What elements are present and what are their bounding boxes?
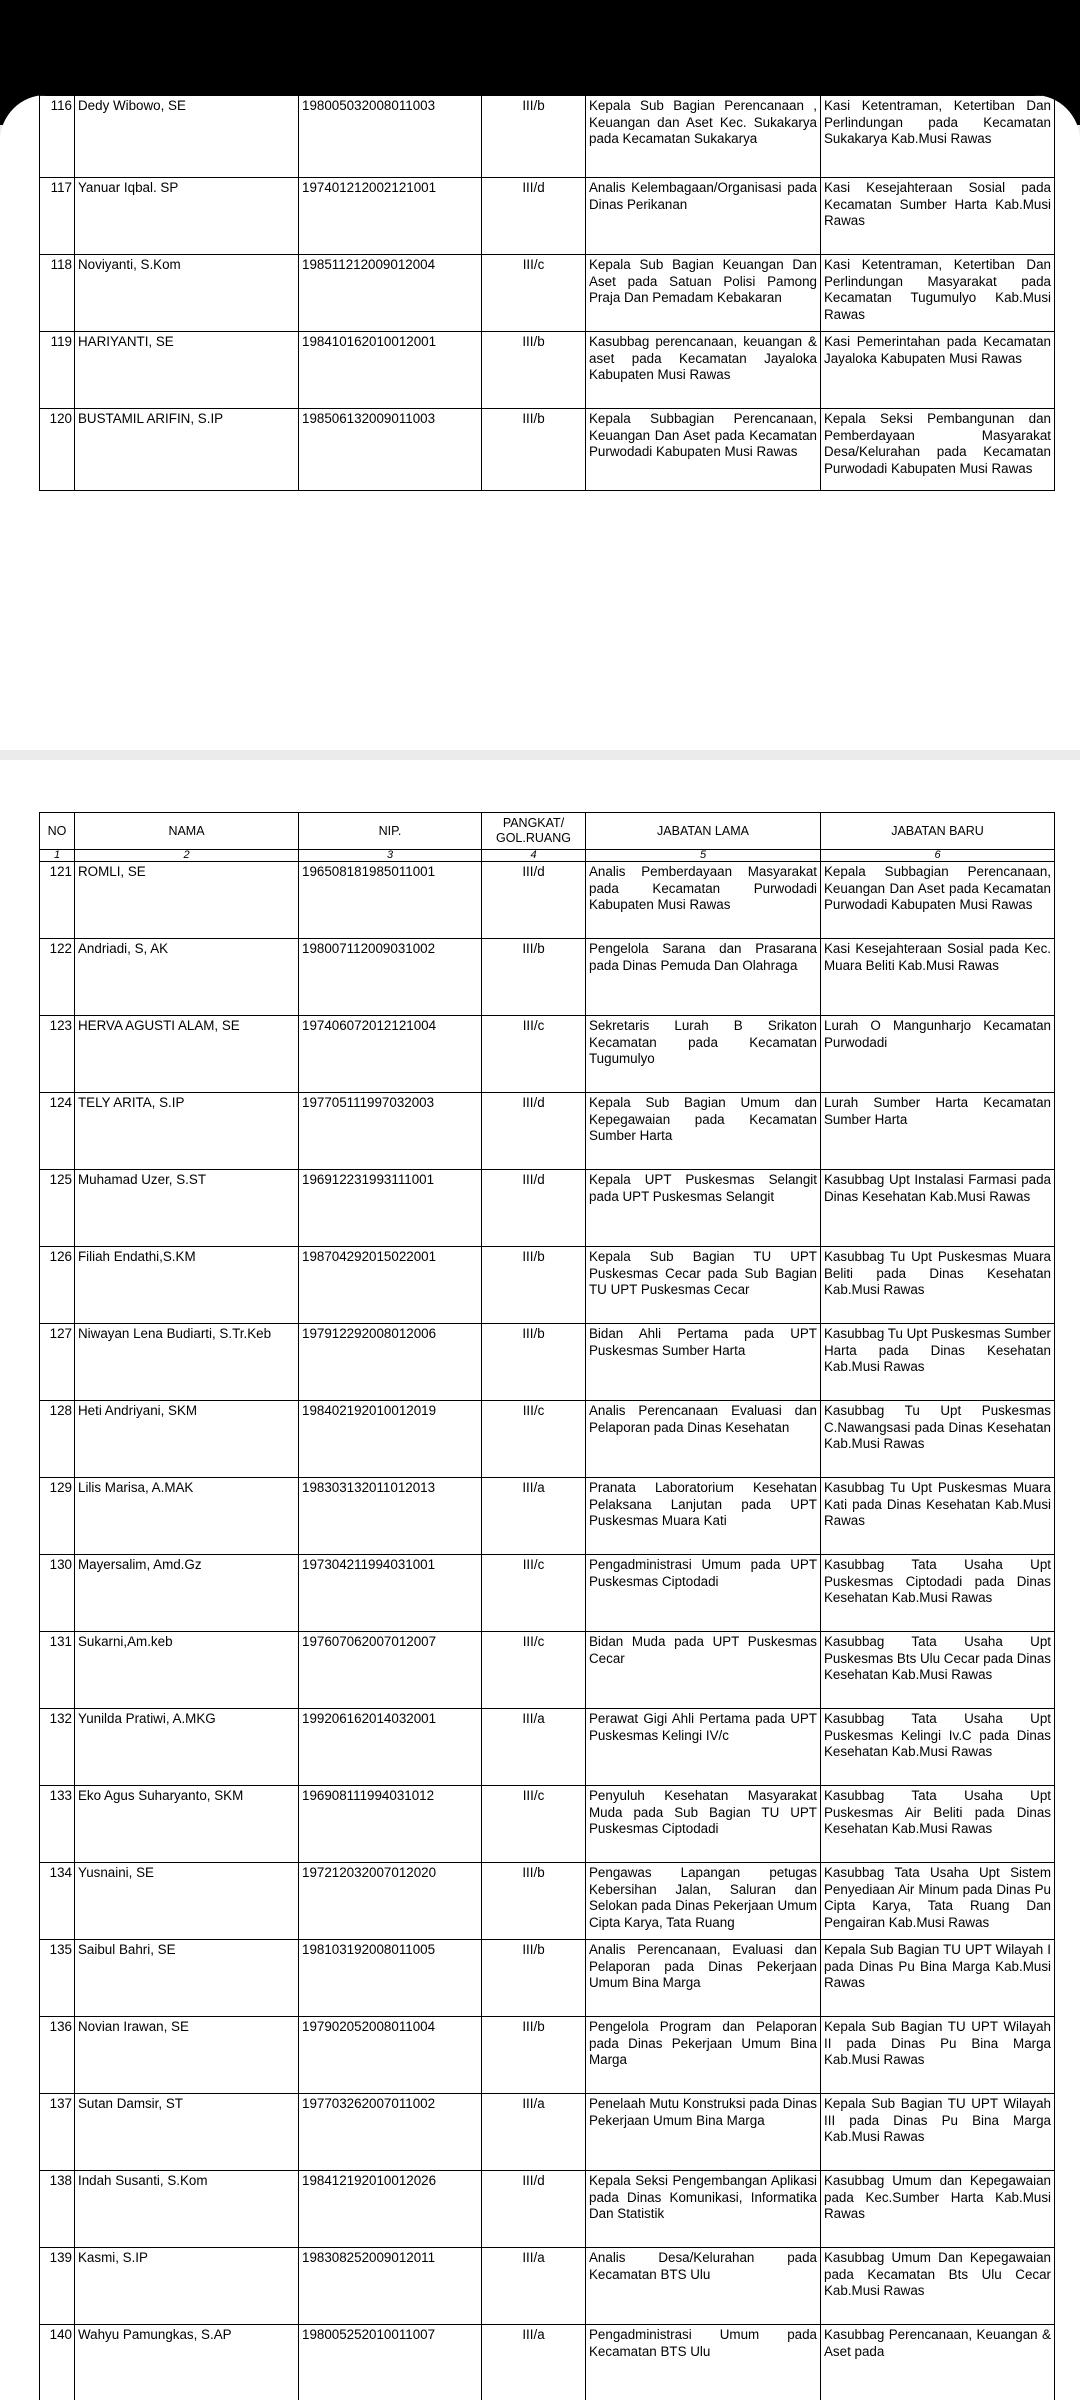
row-jabatan-lama: Pengelola Program dan Pelaporan pada Dinas Pekerjaan Umum Bina Marga <box>586 2017 821 2094</box>
row-nama: Dedy Wibowo, SE <box>75 96 299 178</box>
row-jabatan-lama: Bidan Muda pada UPT Puskesmas Cecar <box>586 1632 821 1709</box>
row-no: 124 <box>40 1093 75 1170</box>
row-pangkat: III/a <box>482 1709 586 1786</box>
row-pangkat: III/a <box>482 2094 586 2171</box>
row-jabatan-baru: Kasubbag Tata Usaha Upt Sistem Penyediaan Air Minum pada Dinas Pu Cipta Karya, Tata Ruang Dan Pengairan Kab.Musi Rawas <box>821 1863 1055 1940</box>
row-nama: HARIYANTI, SE <box>75 332 299 409</box>
row-nip: 198506132009011003 <box>299 409 482 491</box>
table-row <box>40 1555 1055 1632</box>
row-jabatan-baru: Kepala Subbagian Perencanaan, Keuangan Dan Aset pada Kecamatan Purwodadi Kabupaten Musi Rawas <box>821 862 1055 939</box>
row-jabatan-lama: Pengadministrasi Umum pada Kecamatan BTS Ulu <box>586 2325 821 2400</box>
table-header-row <box>40 813 1055 850</box>
row-nip: 198412192010012026 <box>299 2171 482 2248</box>
row-nip: 197912292008012006 <box>299 1324 482 1401</box>
header-jabatan-baru: JABATAN BARU <box>821 813 1055 850</box>
header-jabatan-lama: JABATAN LAMA <box>586 813 821 850</box>
header-nama: NAMA <box>75 813 299 850</box>
row-jabatan-lama: Kepala Sub Bagian Keuangan Dan Aset pada Satuan Polisi Pamong Praja Dan Pemadam Kebakaran <box>586 255 821 332</box>
row-jabatan-baru: Kasi Ketentraman, Ketertiban Dan Perlindungan pada Kecamatan Sukakarya Kab.Musi Rawas <box>821 96 1055 178</box>
row-no: 137 <box>40 2094 75 2171</box>
row-nip: 198410162010012001 <box>299 332 482 409</box>
row-no: 139 <box>40 2248 75 2325</box>
row-nip: 198005032008011003 <box>299 96 482 178</box>
table-row <box>40 178 1055 255</box>
row-nama: Saibul Bahri, SE <box>75 1940 299 2017</box>
row-jabatan-baru: Kepala Sub Bagian TU UPT Wilayah II pada Dinas Pu Bina Marga Kab.Musi Rawas <box>821 2017 1055 2094</box>
table-row <box>40 2094 1055 2171</box>
row-no: 134 <box>40 1863 75 1940</box>
row-nama: Sutan Damsir, ST <box>75 2094 299 2171</box>
table-row <box>40 332 1055 409</box>
table-row <box>40 409 1055 491</box>
row-nama: TELY ARITA, S.IP <box>75 1093 299 1170</box>
row-jabatan-baru: Kasubbag Tata Usaha Upt Puskesmas Ciptodadi pada Dinas Kesehatan Kab.Musi Rawas <box>821 1555 1055 1632</box>
row-no: 128 <box>40 1401 75 1478</box>
row-jabatan-lama: Pengelola Sarana dan Prasarana pada Dinas Pemuda Dan Olahraga <box>586 939 821 1016</box>
row-pangkat: III/b <box>482 332 586 409</box>
table-row <box>40 2248 1055 2325</box>
row-jabatan-lama: Penelaah Mutu Konstruksi pada Dinas Pekerjaan Umum Bina Marga <box>586 2094 821 2171</box>
row-pangkat: III/c <box>482 1016 586 1093</box>
row-no: 122 <box>40 939 75 1016</box>
row-jabatan-baru: Kasi Pemerintahan pada Kecamatan Jayaloka Kabupaten Musi Rawas <box>821 332 1055 409</box>
row-jabatan-lama: Pengadministrasi Umum pada UPT Puskesmas Ciptodadi <box>586 1555 821 1632</box>
row-pangkat: III/d <box>482 862 586 939</box>
table-row <box>40 1170 1055 1247</box>
column-index: 2 <box>75 850 299 862</box>
row-pangkat: III/d <box>482 178 586 255</box>
row-jabatan-lama: Kepala Sub Bagian Umum dan Kepegawaian pada Kecamatan Sumber Harta <box>586 1093 821 1170</box>
row-jabatan-lama: Sekretaris Lurah B Srikaton Kecamatan pada Kecamatan Tugumulyo <box>586 1016 821 1093</box>
row-nama: Novian Irawan, SE <box>75 2017 299 2094</box>
row-no: 123 <box>40 1016 75 1093</box>
row-nama: Kasmi, S.IP <box>75 2248 299 2325</box>
row-nip: 197705111997032003 <box>299 1093 482 1170</box>
row-nip: 197401212002121001 <box>299 178 482 255</box>
row-jabatan-lama: Analis Perencanaan, Evaluasi dan Pelaporan pada Dinas Pekerjaan Umum Bina Marga <box>586 1940 821 2017</box>
row-jabatan-baru: Kasubbag Upt Instalasi Farmasi pada Dinas Kesehatan Kab.Musi Rawas <box>821 1170 1055 1247</box>
row-pangkat: III/b <box>482 939 586 1016</box>
row-nip: 199206162014032001 <box>299 1709 482 1786</box>
table-row <box>40 1093 1055 1170</box>
column-index: 6 <box>821 850 1055 862</box>
row-jabatan-lama: Analis Pemberdayaan Masyarakat pada Kecamatan Purwodadi Kabupaten Musi Rawas <box>586 862 821 939</box>
row-jabatan-baru: Lurah Sumber Harta Kecamatan Sumber Harta <box>821 1093 1055 1170</box>
row-nama: Indah Susanti, S.Kom <box>75 2171 299 2248</box>
row-no: 117 <box>40 178 75 255</box>
row-jabatan-lama: Pranata Laboratorium Kesehatan Pelaksana Lanjutan pada UPT Puskesmas Muara Kati <box>586 1478 821 1555</box>
row-jabatan-baru: Kasubbag Tu Upt Puskesmas Muara Kati pada Dinas Kesehatan Kab.Musi Rawas <box>821 1478 1055 1555</box>
row-no: 140 <box>40 2325 75 2400</box>
row-nama: Muhamad Uzer, S.ST <box>75 1170 299 1247</box>
row-no: 133 <box>40 1786 75 1863</box>
row-nama: Wahyu Pamungkas, S.AP <box>75 2325 299 2400</box>
row-pangkat: III/b <box>482 1247 586 1324</box>
row-nip: 198103192008011005 <box>299 1940 482 2017</box>
row-jabatan-baru: Lurah O Mangunharjo Kecamatan Purwodadi <box>821 1016 1055 1093</box>
table-row <box>40 1709 1055 1786</box>
row-no: 119 <box>40 332 75 409</box>
row-no: 129 <box>40 1478 75 1555</box>
table-row <box>40 1478 1055 1555</box>
row-nama: Yusnaini, SE <box>75 1863 299 1940</box>
row-nip: 196508181985011001 <box>299 862 482 939</box>
row-pangkat: III/d <box>482 1170 586 1247</box>
column-index-row <box>40 850 1055 862</box>
row-no: 131 <box>40 1632 75 1709</box>
table-row <box>40 1324 1055 1401</box>
row-no: 130 <box>40 1555 75 1632</box>
row-pangkat: III/a <box>482 2248 586 2325</box>
table-row <box>40 2171 1055 2248</box>
row-nip: 197304211994031001 <box>299 1555 482 1632</box>
table-row <box>40 1247 1055 1324</box>
row-nip: 197703262007011002 <box>299 2094 482 2171</box>
row-pangkat: III/b <box>482 1324 586 1401</box>
row-jabatan-lama: Kepala Seksi Pengembangan Aplikasi pada Dinas Komunikasi, Informatika Dan Statistik <box>586 2171 821 2248</box>
row-pangkat: III/d <box>482 1093 586 1170</box>
row-pangkat: III/b <box>482 409 586 491</box>
row-pangkat: III/b <box>482 1940 586 2017</box>
row-jabatan-lama: Analis Perencanaan Evaluasi dan Pelaporan pada Dinas Kesehatan <box>586 1401 821 1478</box>
row-no: 132 <box>40 1709 75 1786</box>
row-nama: Yanuar Iqbal. SP <box>75 178 299 255</box>
row-pangkat: III/b <box>482 1863 586 1940</box>
row-jabatan-baru: Kasi Kesejahteraan Sosial pada Kecamatan Sumber Harta Kab.Musi Rawas <box>821 178 1055 255</box>
row-pangkat: III/d <box>482 2171 586 2248</box>
row-pangkat: III/c <box>482 1555 586 1632</box>
row-jabatan-lama: Kasubbag perencanaan, keuangan & aset pada Kecamatan Jayaloka Kabupaten Musi Rawas <box>586 332 821 409</box>
table-row <box>40 1940 1055 2017</box>
row-jabatan-baru: Kepala Sub Bagian TU UPT Wilayah III pada Dinas Pu Bina Marga Kab.Musi Rawas <box>821 2094 1055 2171</box>
row-nama: Niwayan Lena Budiarti, S.Tr.Keb <box>75 1324 299 1401</box>
row-nip: 198704292015022001 <box>299 1247 482 1324</box>
row-nama: Sukarni,Am.keb <box>75 1632 299 1709</box>
row-jabatan-baru: Kasubbag Tata Usaha Upt Puskesmas Bts Ulu Cecar pada Dinas Kesehatan Kab.Musi Rawas <box>821 1632 1055 1709</box>
row-pangkat: III/c <box>482 255 586 332</box>
column-index: 4 <box>482 850 586 862</box>
table-row <box>40 1786 1055 1863</box>
table-row <box>40 862 1055 939</box>
table-row <box>40 255 1055 332</box>
row-nip: 198005252010011007 <box>299 2325 482 2400</box>
row-jabatan-lama: Analis Kelembagaan/Organisasi pada Dinas Perikanan <box>586 178 821 255</box>
row-no: 136 <box>40 2017 75 2094</box>
row-no: 118 <box>40 255 75 332</box>
row-nip: 197212032007012020 <box>299 1863 482 1940</box>
row-jabatan-lama: Bidan Ahli Pertama pada UPT Puskesmas Sumber Harta <box>586 1324 821 1401</box>
row-nama: Yunilda Pratiwi, A.MKG <box>75 1709 299 1786</box>
row-pangkat: III/c <box>482 1786 586 1863</box>
column-index: 5 <box>586 850 821 862</box>
row-nip: 198007112009031002 <box>299 939 482 1016</box>
table-row <box>40 1632 1055 1709</box>
row-jabatan-baru: Kasi Kesejahteraan Sosial pada Kec. Muara Beliti Kab.Musi Rawas <box>821 939 1055 1016</box>
row-jabatan-lama: Kepala UPT Puskesmas Selangit pada UPT Puskesmas Selangit <box>586 1170 821 1247</box>
header-no: NO <box>40 813 75 850</box>
table-row <box>40 1016 1055 1093</box>
row-jabatan-lama: Penyuluh Kesehatan Masyarakat Muda pada Sub Bagian TU UPT Puskesmas Ciptodadi <box>586 1786 821 1863</box>
row-jabatan-baru: Kasubbag Tu Upt Puskesmas C.Nawangsasi pada Dinas Kesehatan Kab.Musi Rawas <box>821 1401 1055 1478</box>
row-pangkat: III/c <box>482 1401 586 1478</box>
row-jabatan-baru: Kasubbag Umum dan Kepegawaian pada Kec.Sumber Harta Kab.Musi Rawas <box>821 2171 1055 2248</box>
row-nama: Andriadi, S, AK <box>75 939 299 1016</box>
row-nip: 197406072012121004 <box>299 1016 482 1093</box>
row-jabatan-lama: Kepala Subbagian Perencanaan, Keuangan Dan Aset pada Kecamatan Purwodadi Kabupaten Musi Rawas <box>586 409 821 491</box>
row-jabatan-baru: Kasubbag Tata Usaha Upt Puskesmas Kelingi Iv.C pada Dinas Kesehatan Kab.Musi Rawas <box>821 1709 1055 1786</box>
table-row <box>40 939 1055 1016</box>
row-no: 121 <box>40 862 75 939</box>
column-index: 1 <box>40 850 75 862</box>
row-jabatan-baru: Kasubbag Perencanaan, Keuangan & Aset pada <box>821 2325 1055 2400</box>
row-pangkat: III/a <box>482 1478 586 1555</box>
row-nip: 197902052008011004 <box>299 2017 482 2094</box>
table-row <box>40 1401 1055 1478</box>
row-jabatan-lama: Kepala Sub Bagian Perencanaan , Keuangan dan Aset Kec. Sukakarya pada Kecamatan Sukakarya <box>586 96 821 178</box>
row-nip: 198402192010012019 <box>299 1401 482 1478</box>
row-nama: Mayersalim, Amd.Gz <box>75 1555 299 1632</box>
document-page-1 <box>0 95 1080 750</box>
table-row <box>40 2325 1055 2400</box>
row-nip: 196912231993111001 <box>299 1170 482 1247</box>
header-nip: NIP. <box>299 813 482 850</box>
row-nama: HERVA AGUSTI ALAM, SE <box>75 1016 299 1093</box>
row-jabatan-baru: Kepala Sub Bagian TU UPT Wilayah I pada Dinas Pu Bina Marga Kab.Musi Rawas <box>821 1940 1055 2017</box>
row-pangkat: III/b <box>482 2017 586 2094</box>
row-no: 116 <box>40 96 75 178</box>
row-jabatan-baru: Kasubbag Tata Usaha Upt Puskesmas Air Beliti pada Dinas Kesehatan Kab.Musi Rawas <box>821 1786 1055 1863</box>
row-no: 120 <box>40 409 75 491</box>
row-nama: ROMLI, SE <box>75 862 299 939</box>
row-nama: Lilis Marisa, A.MAK <box>75 1478 299 1555</box>
mutasi-table-page-1 <box>39 95 1055 491</box>
table-row <box>40 2017 1055 2094</box>
column-index: 3 <box>299 850 482 862</box>
row-nama: Noviyanti, S.Kom <box>75 255 299 332</box>
row-jabatan-baru: Kasubbag Tu Upt Puskesmas Sumber Harta pada Dinas Kesehatan Kab.Musi Rawas <box>821 1324 1055 1401</box>
row-jabatan-lama: Pengawas Lapangan petugas Kebersihan Jalan, Saluran dan Selokan pada Dinas Pekerjaan Umum Cipta Karya, Tata Ruang <box>586 1863 821 1940</box>
row-nip: 197607062007012007 <box>299 1632 482 1709</box>
row-jabatan-baru: Kasubbag Umum Dan Kepegawaian pada Kecamatan Bts Ulu Cecar Kab.Musi Rawas <box>821 2248 1055 2325</box>
mutasi-table-page-2 <box>39 812 1055 2400</box>
table-row <box>40 96 1055 178</box>
header-pangkat: PANGKAT/ GOL.RUANG <box>482 813 586 850</box>
row-nip: 196908111994031012 <box>299 1786 482 1863</box>
row-jabatan-baru: Kasubbag Tu Upt Puskesmas Muara Beliti pada Dinas Kesehatan Kab.Musi Rawas <box>821 1247 1055 1324</box>
row-jabatan-lama: Perawat Gigi Ahli Pertama pada UPT Puskesmas Kelingi IV/c <box>586 1709 821 1786</box>
row-nama: Filiah Endathi,S.KM <box>75 1247 299 1324</box>
row-pangkat: III/b <box>482 96 586 178</box>
row-nama: Eko Agus Suharyanto, SKM <box>75 1786 299 1863</box>
row-pangkat: III/a <box>482 2325 586 2400</box>
row-pangkat: III/c <box>482 1632 586 1709</box>
row-nama: BUSTAMIL ARIFIN, S.IP <box>75 409 299 491</box>
table-row <box>40 1863 1055 1940</box>
row-no: 135 <box>40 1940 75 2017</box>
row-nip: 198303132011012013 <box>299 1478 482 1555</box>
row-nama: Heti Andriyani, SKM <box>75 1401 299 1478</box>
row-nip: 198511212009012004 <box>299 255 482 332</box>
row-nip: 198308252009012011 <box>299 2248 482 2325</box>
row-jabatan-lama: Kepala Sub Bagian TU UPT Puskesmas Cecar pada Sub Bagian TU UPT Puskesmas Cecar <box>586 1247 821 1324</box>
row-jabatan-baru: Kasi Ketentraman, Ketertiban Dan Perlindungan Masyarakat pada Kecamatan Tugumulyo Kab.Musi Rawas <box>821 255 1055 332</box>
row-no: 127 <box>40 1324 75 1401</box>
row-no: 138 <box>40 2171 75 2248</box>
row-jabatan-baru: Kepala Seksi Pembangunan dan Pemberdayaan Masyarakat Desa/Kelurahan pada Kecamatan Purwodadi Kabupaten Musi Rawas <box>821 409 1055 491</box>
row-jabatan-lama: Analis Desa/Kelurahan pada Kecamatan BTS Ulu <box>586 2248 821 2325</box>
row-no: 125 <box>40 1170 75 1247</box>
document-page-2 <box>0 760 1080 2400</box>
row-no: 126 <box>40 1247 75 1324</box>
